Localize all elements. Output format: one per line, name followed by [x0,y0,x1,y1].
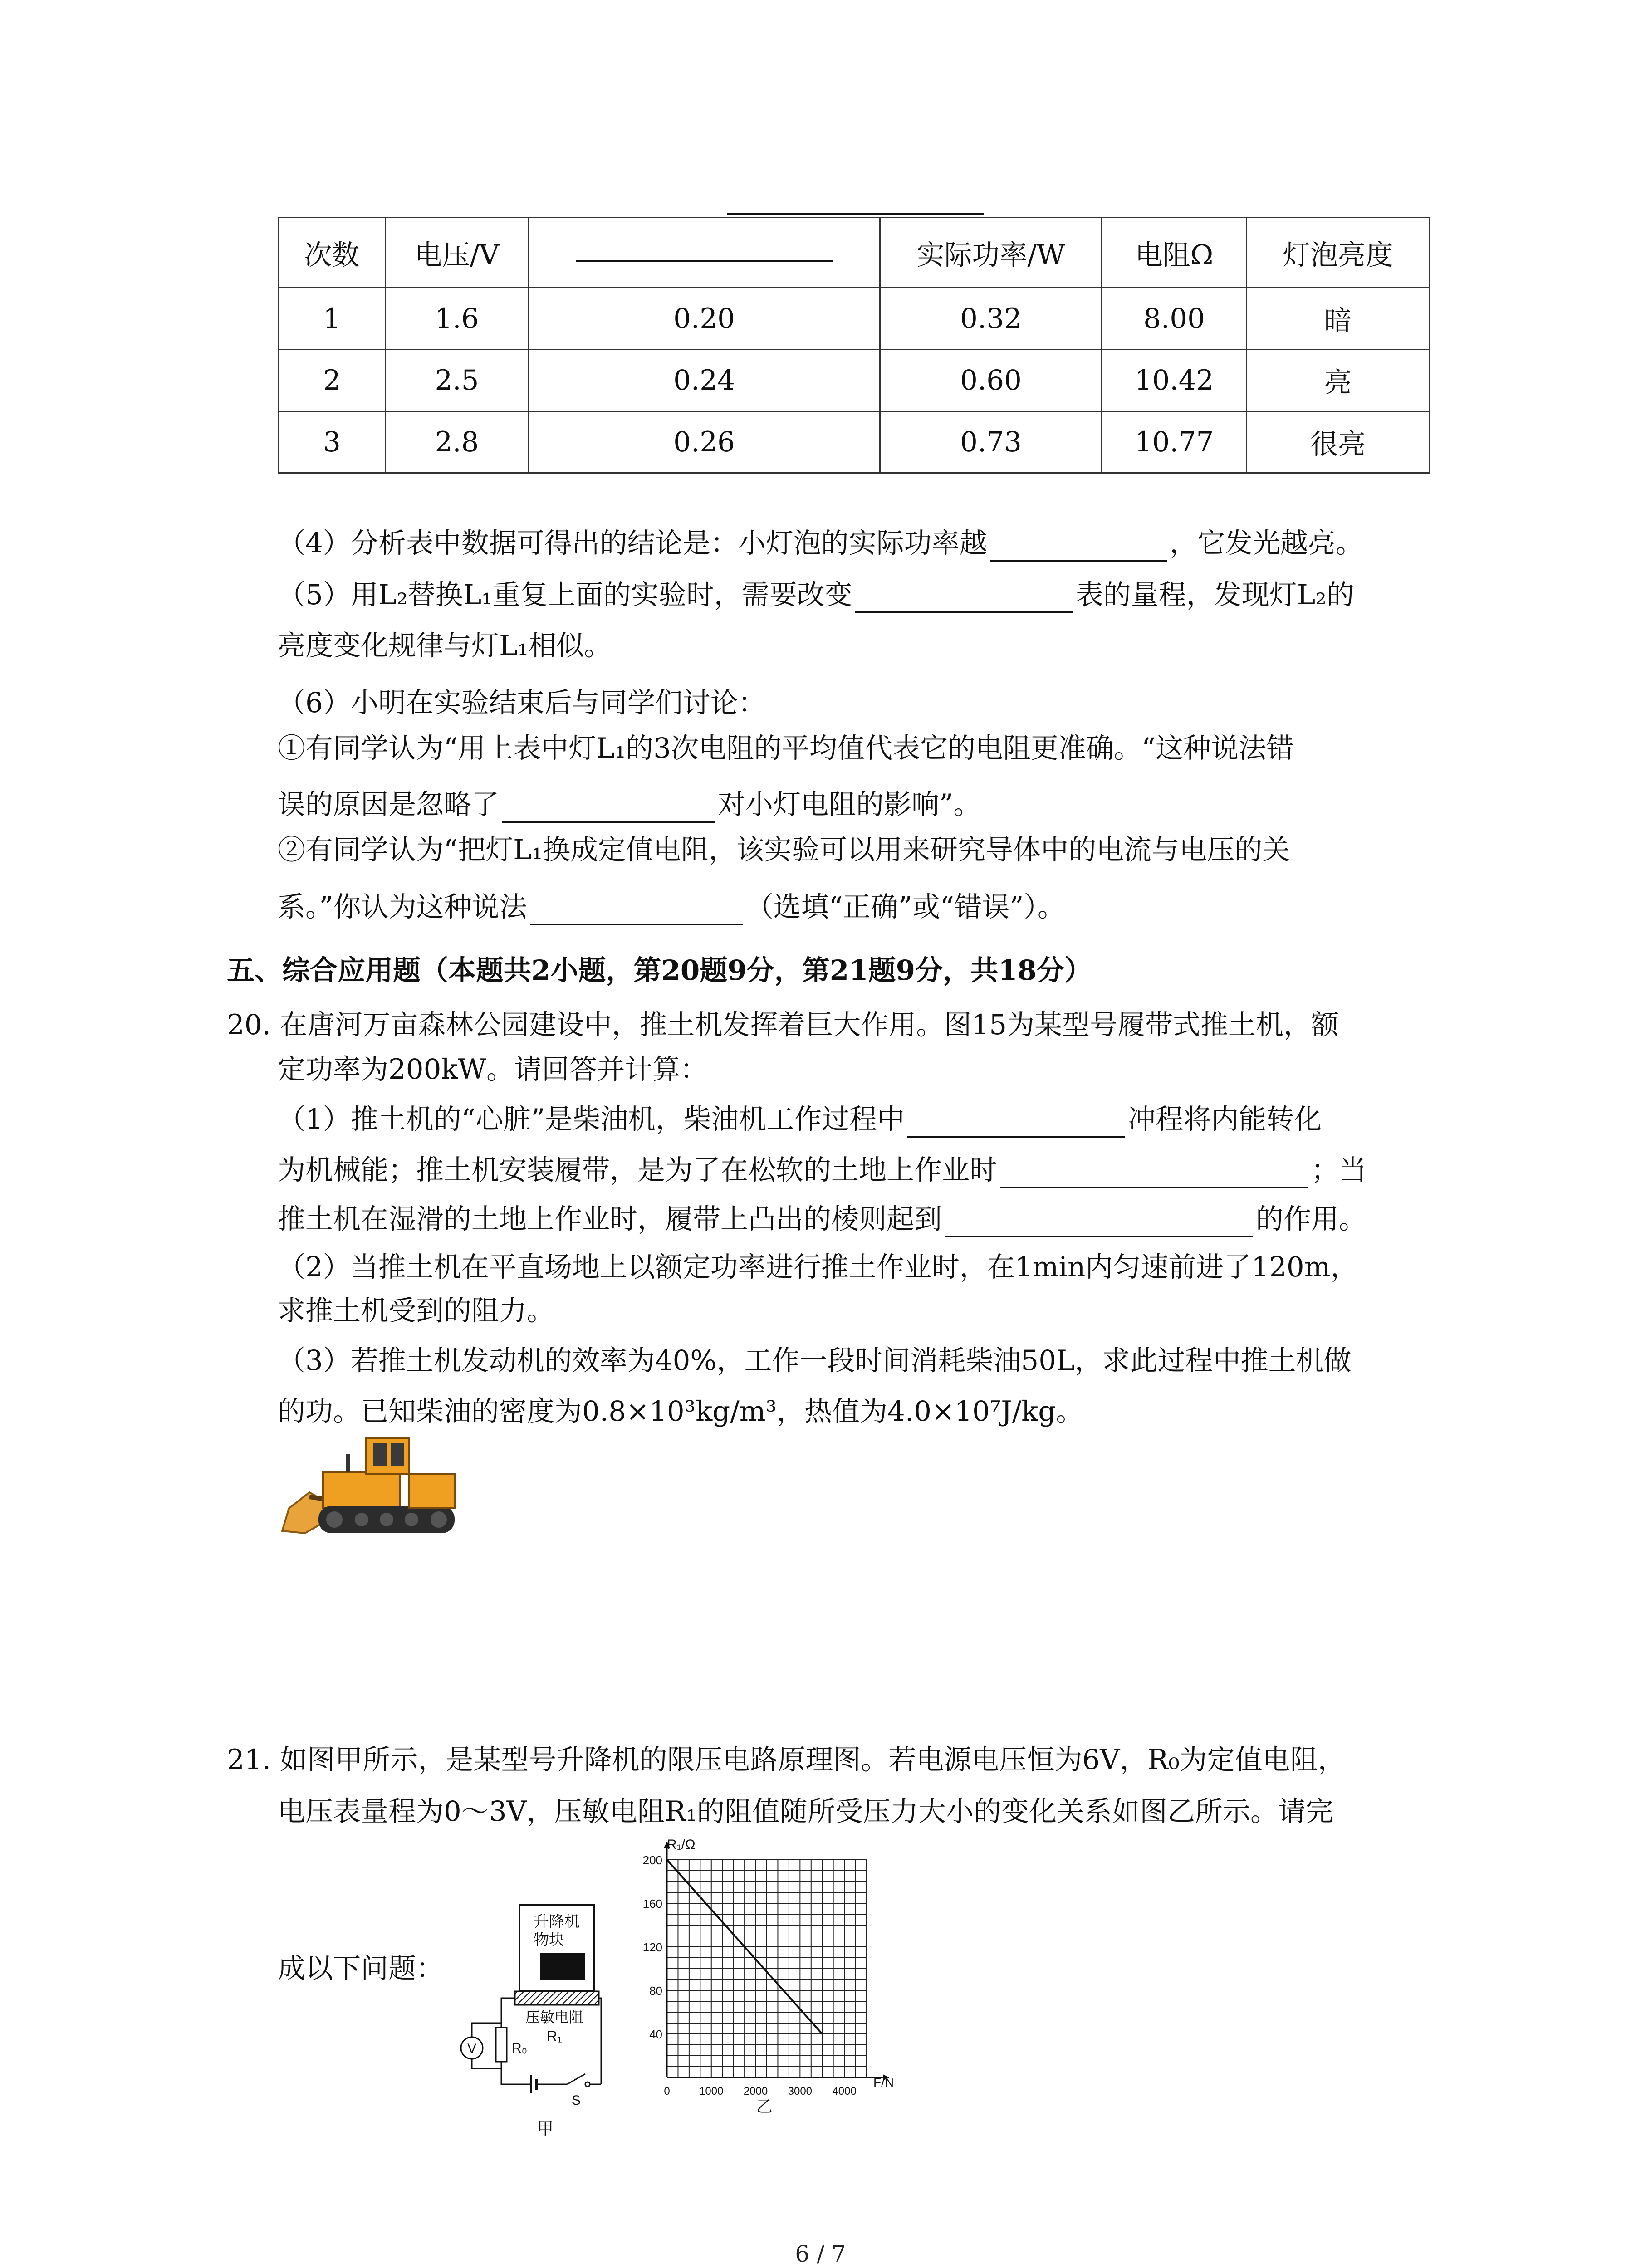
voltmeter-label: V [467,2041,477,2056]
q20-text: 推土机在湿滑的土地上作业时，履带上凸出的棱则起到 [278,1203,942,1235]
table-cell: 1.6 [386,288,529,350]
q6-line-4 [278,832,1290,868]
table-header-cell: 次数 [279,218,386,288]
table-cell: 很亮 [1247,411,1430,473]
table-cell: 暗 [1247,288,1430,350]
q6-blank-2 [530,895,743,925]
q5-text-c: 亮度变化规律与灯L₁相似。 [278,630,612,662]
q20-text: 为机械能；推土机安装履带，是为了在松软的土地上作业时 [278,1154,998,1186]
q20-text: 定功率为200kW。请回答并计算： [278,1053,708,1085]
x-tick-label: 2000 [743,2085,768,2097]
r0-label: R₀ [512,2041,528,2056]
y-tick-label: 80 [649,1984,662,1998]
q20-line-8 [278,1343,1352,1379]
circuit-diagram [458,1896,612,2141]
q21-text: 21. 如图甲所示，是某型号升降机的限压电路原理图。若电源电压恒为6V，R₀为定值电阻， [227,1744,1346,1776]
table-cell: 8.00 [1102,288,1247,350]
table-header-cell: 灯泡亮度 [1247,218,1430,288]
q21-line-3 [278,1950,444,1987]
q20-text: （1）推土机的“心脏”是柴油机，柴油机工作过程中 [278,1103,905,1135]
x-tick-label: 3000 [788,2085,813,2097]
chart-xlabel: F/N [873,2075,894,2089]
table-header-cell: 电压/V [386,218,529,288]
q6-text-b: ①有同学认为“用上表中灯L₁的3次电阻的平均值代表它的电阻更准确。“这种说法错 [278,732,1294,764]
q5-text-b: 表的量程，发现灯L₂的 [1075,579,1354,611]
q21-line-1 [227,1742,1346,1778]
x-tick-label: 4000 [832,2085,857,2097]
q4-text-a: （4）分析表中数据可得出的结论是：小灯泡的实际功率越 [278,527,987,559]
q20-line-2 [278,1051,708,1088]
table-header-cell: 实际功率/W [880,218,1102,288]
y-tick-label: 120 [642,1941,662,1954]
blank-above-table [727,213,984,215]
q20-text: （3）若推土机发动机的效率为40%，工作一段时间消耗柴油50L，求此过程中推土机做 [278,1344,1352,1377]
table-cell: 0.73 [880,411,1102,473]
section-5-heading [227,953,1092,989]
q6-text-c1: 误的原因是忽略了 [278,788,500,821]
q5-line-2 [278,628,612,664]
box-label-2: 物块 [534,1931,564,1949]
q6-line-5 [278,889,1065,925]
q5-line-1 [278,577,1354,613]
q20-text: （2）当推土机在平直场地上以额定功率进行推土作业时，在1min内匀速前进了120m， [278,1251,1358,1283]
table-cell: 0.24 [529,350,880,411]
table-cell: 10.42 [1102,350,1247,411]
table-cell: 3 [279,411,386,473]
q5-text-a: （5）用L₂替换L₁重复上面的实验时，需要改变 [278,579,852,611]
block-shape [540,1953,585,1980]
resistance-force-chart [626,1823,907,2141]
q20-line-4 [278,1152,1367,1188]
q6-text-d: ②有同学认为“把灯L₁换成定值电阻，该实验可以用来研究导体中的电流与电压的关 [278,834,1290,866]
q20-blank-1 [907,1108,1125,1138]
switch-blade [567,2074,585,2084]
q6-text-a: （6）小明在实验结束后与同学们讨论： [278,687,766,719]
q5-blank [855,583,1073,613]
q6-line-2 [278,730,1294,767]
q4-text-b: ，它发光越亮。 [1169,527,1363,559]
table-cell: 0.20 [529,288,880,350]
page-number: 6 / 7 [795,2241,846,2267]
q20-line-6 [278,1249,1358,1286]
q6-text-e1: 系。”你认为这种说法 [278,891,527,923]
box-label-1: 升降机 [534,1913,580,1931]
pressure-sensor [515,1991,599,2005]
q20-text: 求推土机受到的阻力。 [278,1295,555,1327]
table-cell: 0.26 [529,411,880,473]
q6-text-c2: 对小灯电阻的影响”。 [718,788,981,821]
table-cell: 2.8 [386,411,529,473]
q20-blank-2 [1000,1158,1308,1188]
r0-resistor [496,2028,507,2062]
q4-line [278,525,1363,562]
q6-line-1 [278,685,766,721]
q20-line-9 [278,1393,1083,1430]
bulldozer-image [278,1429,459,1538]
switch-label: S [572,2093,581,2108]
experiment-data-table [278,217,1430,474]
section-5-title: 五、综合应用题（本题共2小题，第20题9分，第21题9分，共18分） [227,954,1092,987]
table-header-blank [576,242,833,262]
x-tick-label: 0 [664,2085,670,2097]
q20-text: 冲程将内能转化 [1128,1103,1322,1135]
table-cell: 1 [279,288,386,350]
q20-line-3 [278,1101,1322,1138]
chart-ylabel: R₁/Ω [667,1837,696,1852]
chart-ticks [643,1853,857,2097]
q6-blank-1 [502,793,715,823]
q6-line-3 [278,787,981,823]
q20-blank-3 [945,1207,1253,1237]
q20-text: ；当 [1311,1154,1367,1186]
figure-jia-caption: 甲 [537,2119,554,2138]
q21-text: 成以下问题： [278,1952,444,1984]
y-tick-label: 160 [642,1897,662,1911]
x-tick-label: 1000 [699,2085,724,2097]
q6-text-e2: （选填“正确”或“错误”）。 [745,891,1065,923]
q21-text: 电压表量程为0～3V，压敏电阻R₁的阻值随所受压力大小的变化关系如图乙所示。请完 [278,1795,1334,1828]
figure-yi-caption: 乙 [756,2097,773,2116]
table-cell: 10.77 [1102,411,1247,473]
table-header-blank-cell [529,218,880,288]
table-cell: 亮 [1247,350,1430,411]
table-row [279,411,1430,473]
q20-line-1 [227,1007,1339,1043]
r1-label: R₁ [547,2028,562,2044]
q20-text: 的功。已知柴油的密度为0.8×10³kg/m³，热值为4.0×10⁷J/kg。 [278,1395,1084,1427]
table-cell: 2 [279,350,386,411]
q20-text: 20. 在唐河万亩森林公园建设中，推土机发挥着巨大作用。图15为某型号履带式推土机，额 [227,1009,1339,1041]
y-tick-label: 40 [649,2028,662,2041]
table-row [279,288,1430,350]
q20-line-5 [278,1201,1367,1237]
y-tick-label: 200 [642,1853,662,1867]
table-cell: 0.32 [880,288,1102,350]
q4-blank [990,532,1167,562]
table-cell: 2.5 [386,350,529,411]
table-cell: 0.60 [880,350,1102,411]
table-row [279,350,1430,411]
table-header-cell: 电阻Ω [1102,218,1247,288]
q20-line-7 [278,1293,554,1329]
table-header-row [279,218,1430,288]
sensor-label: 压敏电阻 [525,2009,584,2025]
q20-text: 的作用。 [1256,1203,1367,1235]
